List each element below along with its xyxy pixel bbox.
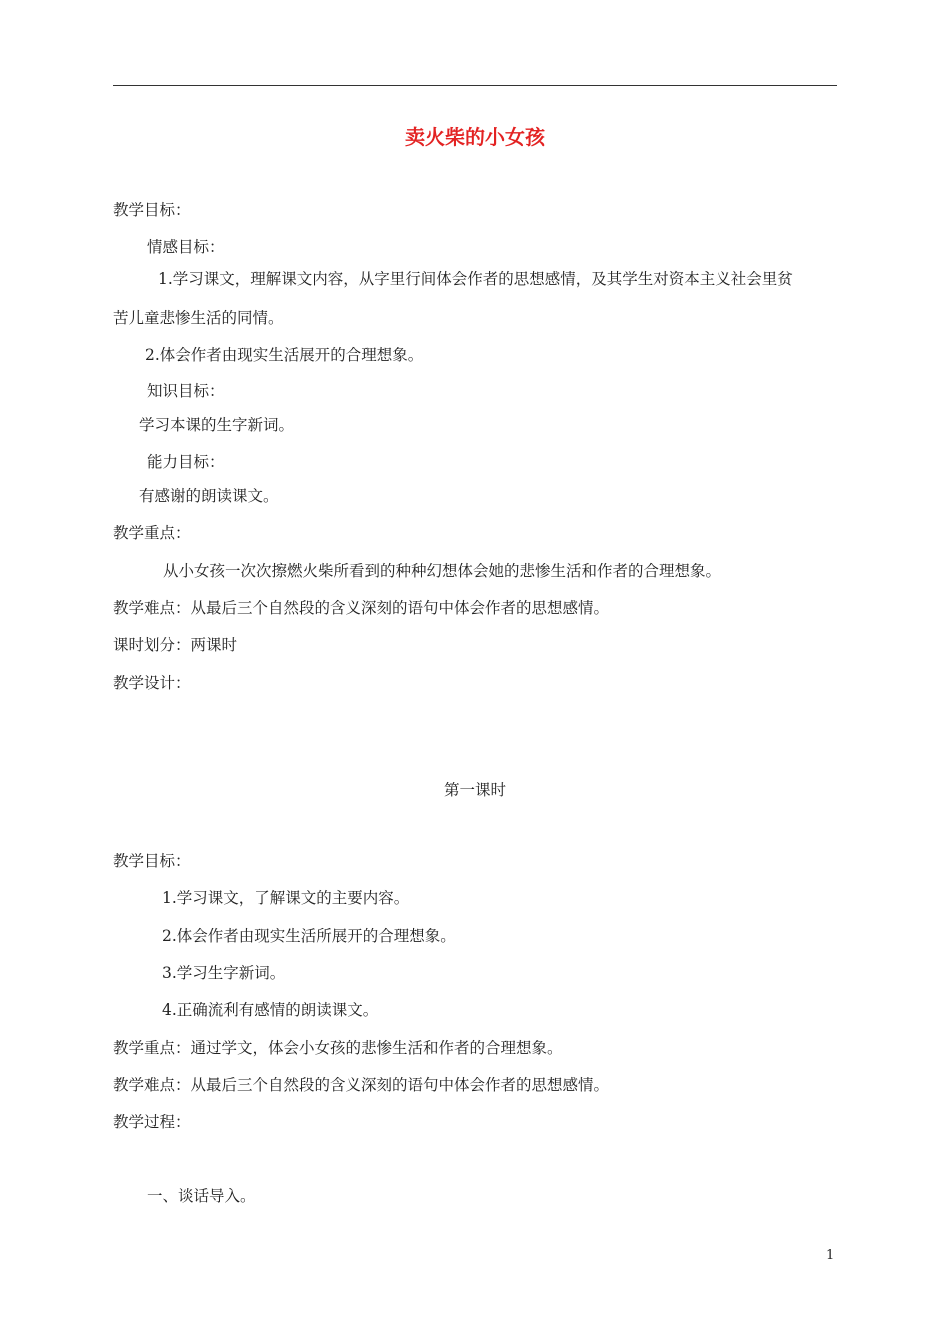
emotion-goal-1-line-1: 1.学习课文，理解课文内容，从字里行间体会作者的思想感情，及其学生对资本主义社会里贫 bbox=[158, 270, 793, 288]
header-rule bbox=[113, 85, 837, 86]
schedule-text: 课时划分：两课时 bbox=[113, 636, 238, 654]
key-points-text: 从小女孩一次次擦燃火柴所看到的种种幻想体会她的悲惨生活和作者的合理想象。 bbox=[163, 562, 722, 580]
ability-goal-text: 有感谢的朗读课文。 bbox=[139, 487, 279, 505]
emotion-goal-1-line-2: 苦儿童悲惨生活的同情。 bbox=[113, 309, 284, 327]
lesson-1-goal-1: 1.学习课文，了解课文的主要内容。 bbox=[162, 889, 410, 907]
goals-heading: 教学目标： bbox=[113, 201, 191, 219]
page-number: 1 bbox=[826, 1248, 835, 1263]
ability-goals-heading: 能力目标： bbox=[147, 453, 225, 471]
difficulty-text: 教学难点：从最后三个自然段的含义深刻的语句中体会作者的思想感情。 bbox=[113, 599, 610, 617]
lesson-1-goal-2: 2.体会作者由现实生活所展开的合理想象。 bbox=[162, 927, 456, 945]
emotion-goals-heading: 情感目标： bbox=[147, 238, 225, 256]
lesson-1-heading: 第一课时 bbox=[443, 781, 506, 799]
document-title: 卖火柴的小女孩 bbox=[405, 125, 545, 149]
emotion-goal-2: 2.体会作者由现实生活展开的合理想象。 bbox=[145, 346, 424, 364]
design-heading: 教学设计： bbox=[113, 674, 191, 692]
lesson-1-difficulty: 教学难点：从最后三个自然段的含义深刻的语句中体会作者的思想感情。 bbox=[113, 1076, 610, 1094]
lesson-1-key-points: 教学重点：通过学文，体会小女孩的悲惨生活和作者的合理想象。 bbox=[113, 1039, 563, 1057]
lesson-1-goal-3: 3.学习生字新词。 bbox=[162, 964, 286, 982]
lesson-1-process-heading: 教学过程： bbox=[113, 1113, 191, 1131]
lesson-1-goal-4: 4.正确流利有感情的朗读课文。 bbox=[162, 1001, 379, 1019]
knowledge-goals-heading: 知识目标： bbox=[147, 382, 225, 400]
key-points-heading: 教学重点： bbox=[113, 524, 191, 542]
lesson-1-step-1: 一、谈话导入。 bbox=[147, 1187, 256, 1205]
knowledge-goal-text: 学习本课的生字新词。 bbox=[139, 416, 295, 434]
lesson-1-goals-heading: 教学目标： bbox=[113, 852, 191, 870]
